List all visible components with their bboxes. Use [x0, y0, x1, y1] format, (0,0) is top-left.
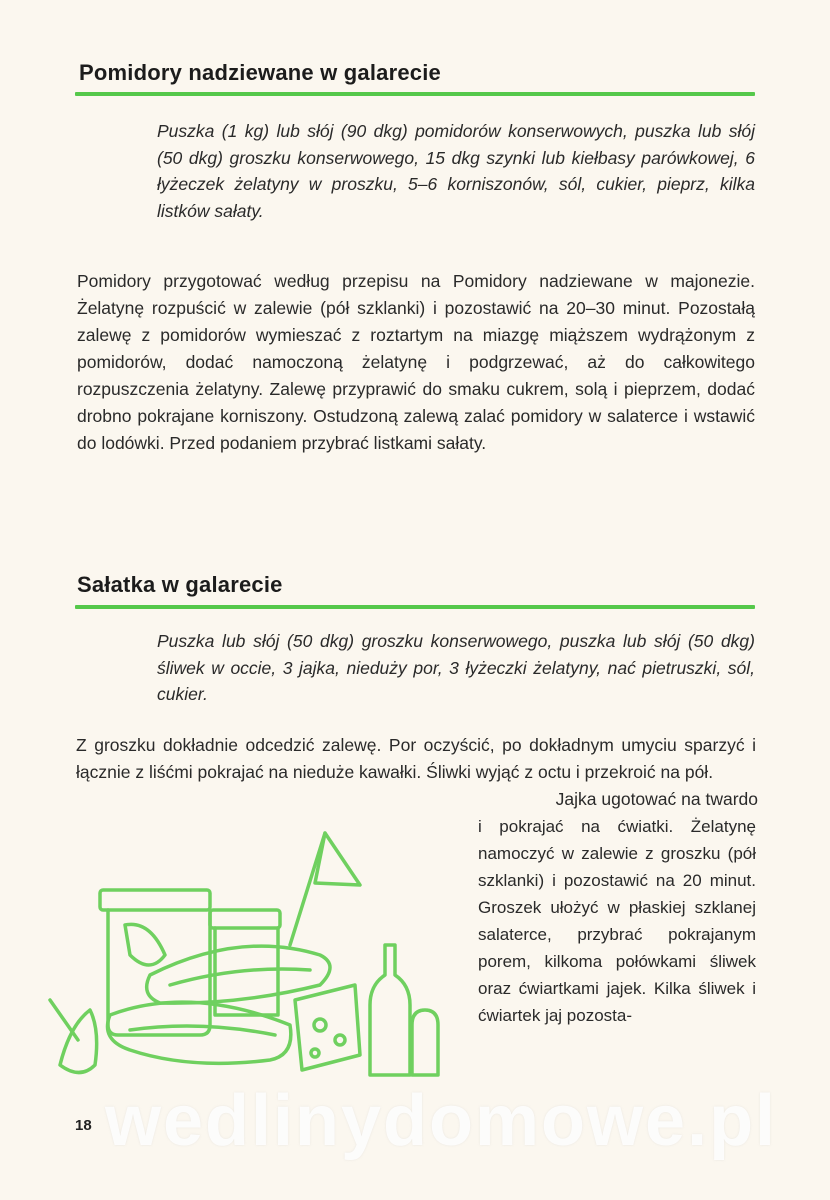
- recipe-2-instructions-line3-tail: Jajka ugotować na twardo: [555, 789, 758, 809]
- recipe-1-ingredients: Puszka (1 kg) lub słój (90 dkg) pomidorów konserwowych, puszka lub słój (50 dkg) groszku konserwowego, 15 dkg szynki lub kiełbasy parówkowej, 6 łyżeczek żelatyny w proszku, 5–6 korniszonów, sól, cukier, pieprz, kilka listków sałaty.: [157, 121, 755, 221]
- page-number: 18: [75, 1117, 92, 1134]
- vegetables-jars-illustration: [40, 825, 460, 1085]
- recipe-2-ingredients: Puszka lub słój (50 dkg) groszku konserwowego, puszka lub słój (50 dkg) śliwek w occie, 3 jajka, nieduży por, 3 łyżeczki żelatyny, nać pietruszki, sól, cukier.: [157, 631, 755, 704]
- recipe-2-instructions-column: i pokrajać na ćwiatki. Żelatynę namoczyć w zalewie z groszku (pół szklanki) i pozostawić na 20 minut. Groszek ułożyć w płaskiej szklanej salaterce, przybrać pokrajanym porem, kilkoma połówkami śliwek oraz ćwiartkami jajek. Kilka śliwek i ćwiartek jaj pozosta-: [478, 817, 756, 1025]
- recipe-2-title-rule: [75, 605, 755, 609]
- recipe-2-instructions-full: Z groszku dokładnie odcedzić zalewę. Por oczyścić, po dokładnym umyciu sparzyć i łącznie z liśćmi pokrajać na nieduże kawałki. Śliwki wyjąć z octu i przekroić na pół.: [76, 735, 756, 782]
- recipe-2-title: Sałatka w galarecie: [77, 572, 283, 597]
- watermark: wedlinydomowe.pl: [105, 1081, 778, 1161]
- recipe-1-instructions: Pomidory przygotować według przepisu na Pomidory nadziewane w majonezie. Żelatynę rozpuścić w zalewie (pół szklanki) i pozostawić na 20–30 minut. Pozostałą zalewę z pomidorów wymieszać z roztartym na miazgę miąższem wydrążonym z pomidorów, dodać namoczoną żelatynę i podgrzewać, aż do całkowitego rozpuszczenia żelatyny. Zalewę przyprawić do smaku cukrem, solą i pieprzem, dodać drobno pokrajane korniszony. Ostudzoną zalewą zalać pomidory w salaterce i wstawić do lodówki. Przed podaniem przybrać listkami sałaty.: [77, 271, 755, 453]
- recipe-1-title-rule: [75, 92, 755, 96]
- recipe-1-title: Pomidory nadziewane w galarecie: [79, 60, 441, 85]
